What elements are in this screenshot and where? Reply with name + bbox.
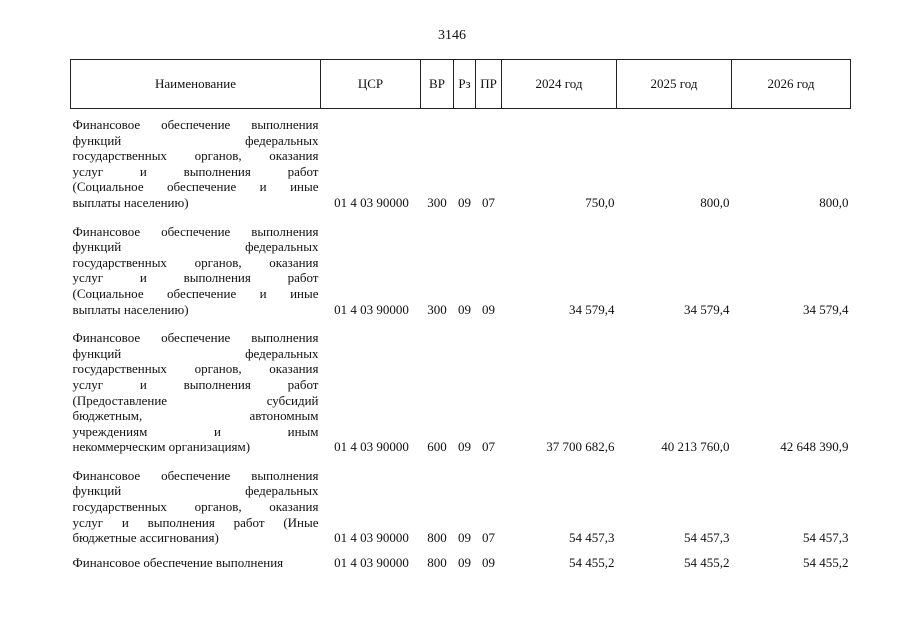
row-name-line: государственных органов, оказания	[72, 499, 319, 515]
row-name-line: Финансовое обеспечение выполнения	[72, 117, 319, 132]
row-csr: 01 4 03 90000	[334, 439, 409, 455]
row-name-line: функций федеральных	[72, 483, 319, 499]
row-rz: 09	[458, 194, 471, 210]
row-amount-2025: 34 579,4	[684, 301, 730, 317]
header-year-2026: 2026 год	[732, 60, 851, 109]
budget-table	[70, 59, 851, 575]
row-amount-2026: 54 455,2	[803, 554, 849, 570]
row-name-line: (Предоставление субсидий	[72, 392, 319, 408]
row-vr: 600	[427, 439, 447, 455]
row-csr: 01 4 03 90000	[334, 554, 409, 570]
row-csr: 01 4 03 90000	[334, 194, 409, 210]
row-pr: 07	[482, 194, 495, 210]
row-name-line: Финансовое обеспечение выполнения	[72, 223, 319, 239]
table-row	[71, 551, 851, 576]
row-amount-2024: 54 455,2	[569, 554, 615, 570]
row-name-line: выплаты населению)	[72, 194, 189, 210]
row-name-line: функций федеральных	[72, 345, 319, 361]
row-name-line: Финансовое обеспечение выполнения	[72, 554, 284, 570]
row-csr: 01 4 03 90000	[334, 530, 409, 546]
row-name	[71, 460, 321, 551]
row-amount-2024: 54 457,3	[569, 530, 615, 546]
row-rz: 09	[458, 439, 471, 455]
header-vr: ВР	[421, 60, 454, 109]
row-vr: 800	[427, 530, 447, 546]
row-name	[71, 551, 321, 576]
row-name-line: бюджетным, автономным	[72, 408, 319, 424]
row-name-line: выплаты населению)	[72, 301, 189, 317]
row-pr: 09	[482, 301, 495, 317]
row-amount-2026: 800,0	[819, 194, 849, 210]
table-row	[71, 322, 851, 460]
row-rz: 09	[458, 554, 471, 570]
table-row	[71, 216, 851, 323]
row-vr: 300	[427, 194, 447, 210]
row-name-line: некоммерческим организациям)	[72, 439, 251, 455]
row-pr: 07	[482, 439, 495, 455]
row-name	[71, 216, 321, 323]
row-amount-2025: 40 213 760,0	[661, 439, 730, 455]
row-name-line: услуг и выполнения работ (Иные	[72, 514, 319, 530]
row-vr: 800	[427, 554, 447, 570]
row-amount-2024: 34 579,4	[569, 301, 615, 317]
header-pr: ПР	[476, 60, 502, 109]
row-name-line: услуг и выполнения работ	[72, 376, 319, 392]
table-row	[71, 460, 851, 551]
page-number: 3146	[438, 28, 466, 43]
row-amount-2026: 34 579,4	[803, 301, 849, 317]
row-rz: 09	[458, 301, 471, 317]
row-pr: 09	[482, 554, 495, 570]
header-year-2025: 2025 год	[617, 60, 732, 109]
row-name-line: (Социальное обеспечение и иные	[72, 285, 319, 301]
header-name: Наименование	[71, 60, 321, 109]
row-amount-2024: 37 700 682,6	[546, 439, 615, 455]
table-body	[71, 109, 851, 576]
row-amount-2025: 54 457,3	[684, 530, 730, 546]
header-csr: ЦСР	[321, 60, 421, 109]
row-name-line: учреждениям и иным	[72, 423, 319, 439]
row-name-line: функций федеральных	[72, 132, 319, 148]
row-name-line: Финансовое обеспечение выполнения	[72, 330, 319, 346]
row-name-line: бюджетные ассигнования)	[72, 530, 219, 546]
row-pr: 07	[482, 530, 495, 546]
row-name-line: (Социальное обеспечение и иные	[72, 179, 319, 195]
row-name-line: государственных органов, оказания	[72, 254, 319, 270]
row-amount-2026: 42 648 390,9	[780, 439, 849, 455]
row-name-line: государственных органов, оказания	[72, 361, 319, 377]
row-rz: 09	[458, 530, 471, 546]
row-vr: 300	[427, 301, 447, 317]
header-year-2024: 2024 год	[502, 60, 617, 109]
row-csr: 01 4 03 90000	[334, 301, 409, 317]
row-name-line: функций федеральных	[72, 239, 319, 255]
row-amount-2024: 750,0	[585, 194, 615, 210]
row-name	[71, 109, 321, 216]
row-amount-2025: 54 455,2	[684, 554, 730, 570]
row-amount-2026: 54 457,3	[803, 530, 849, 546]
row-name-line: услуг и выполнения работ	[72, 163, 319, 179]
table-row	[71, 109, 851, 216]
row-name-line: услуг и выполнения работ	[72, 270, 319, 286]
header-row	[71, 60, 851, 109]
row-amount-2025: 800,0	[700, 194, 730, 210]
row-name	[71, 322, 321, 460]
row-name-line: Финансовое обеспечение выполнения	[72, 467, 319, 483]
table-header	[71, 60, 851, 109]
row-name-line: государственных органов, оказания	[72, 148, 319, 164]
header-rz: Рз	[454, 60, 476, 109]
